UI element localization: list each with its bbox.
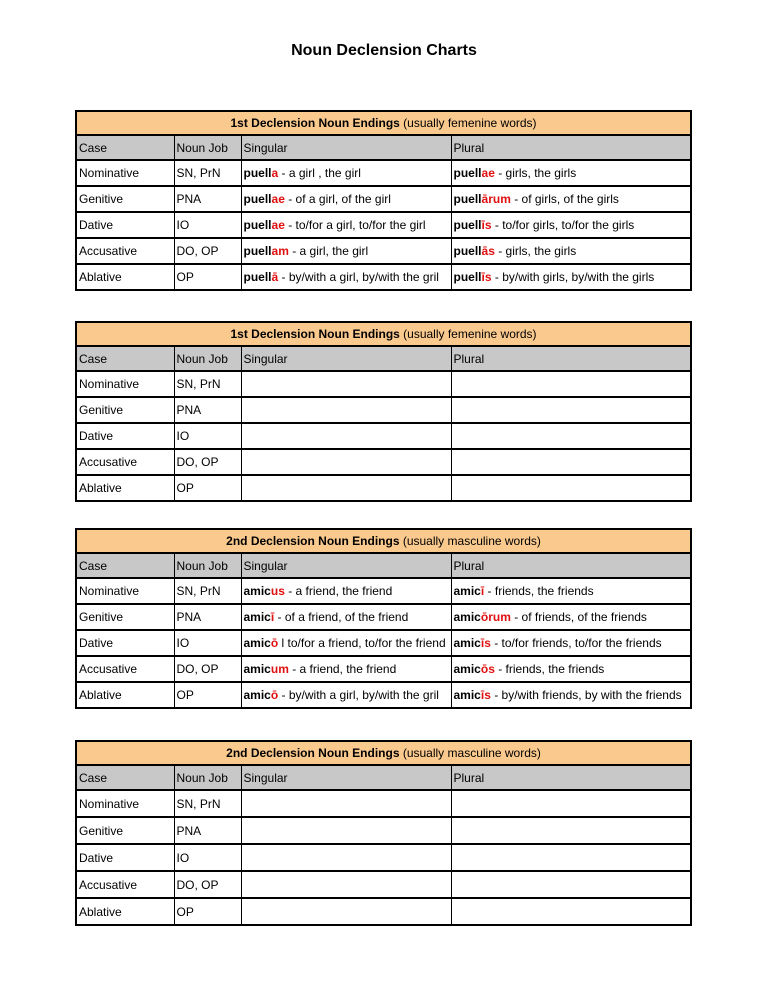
plural-cell: amicīs - to/for friends, to/for the friends — [451, 630, 691, 656]
plural-cell: puellae - girls, the girls — [451, 160, 691, 186]
case-cell: Nominative — [76, 790, 174, 817]
table-row — [76, 264, 691, 290]
case-cell: Dative — [76, 844, 174, 871]
table-title: 2nd Declension Noun Endings (usually masculine words) — [76, 741, 691, 765]
plural-cell: puellārum - of girls, of the girls — [451, 186, 691, 212]
job-cell: SN, PrN — [174, 790, 241, 817]
job-cell: DO, OP — [174, 449, 241, 475]
header-job: Noun Job — [174, 346, 241, 371]
table-row — [76, 371, 691, 397]
header-case: Case — [76, 553, 174, 578]
declension-table-1 — [75, 110, 692, 291]
header-plural: Plural — [451, 553, 691, 578]
singular-cell: amicum - a friend, the friend — [241, 656, 451, 682]
table-title: 1st Declension Noun Endings (usually femenine words) — [76, 111, 691, 135]
job-cell: SN, PrN — [174, 371, 241, 397]
table-title-row — [76, 322, 691, 346]
case-cell: Genitive — [76, 604, 174, 630]
singular-blank-cell[interactable] — [241, 371, 451, 397]
singular-blank-cell[interactable] — [241, 898, 451, 925]
singular-blank-cell[interactable] — [241, 817, 451, 844]
case-cell: Ablative — [76, 475, 174, 501]
table-row — [76, 604, 691, 630]
singular-blank-cell[interactable] — [241, 397, 451, 423]
plural-cell: amicōs - friends, the friends — [451, 656, 691, 682]
singular-blank-cell[interactable] — [241, 844, 451, 871]
singular-cell: puellam - a girl, the girl — [241, 238, 451, 264]
singular-blank-cell[interactable] — [241, 475, 451, 501]
table-header-row — [76, 553, 691, 578]
plural-blank-cell[interactable] — [451, 790, 691, 817]
case-cell: Dative — [76, 212, 174, 238]
job-cell: PNA — [174, 186, 241, 212]
singular-cell: amicō - by/with a girl, by/with the gril — [241, 682, 451, 708]
singular-cell: amicī - of a friend, of the friend — [241, 604, 451, 630]
header-singular: Singular — [241, 553, 451, 578]
job-cell: DO, OP — [174, 871, 241, 898]
case-cell: Ablative — [76, 898, 174, 925]
singular-cell: puellā - by/with a girl, by/with the gril — [241, 264, 451, 290]
job-cell: PNA — [174, 817, 241, 844]
table-title-row — [76, 741, 691, 765]
page-title: Noun Declension Charts — [291, 42, 477, 59]
table-row — [76, 630, 691, 656]
case-cell: Ablative — [76, 682, 174, 708]
singular-blank-cell[interactable] — [241, 871, 451, 898]
header-job: Noun Job — [174, 553, 241, 578]
header-job: Noun Job — [174, 135, 241, 160]
job-cell: SN, PrN — [174, 160, 241, 186]
job-cell: PNA — [174, 397, 241, 423]
header-case: Case — [76, 346, 174, 371]
job-cell: OP — [174, 898, 241, 925]
plural-cell: amicīs - by/with friends, by with the friends — [451, 682, 691, 708]
plural-blank-cell[interactable] — [451, 397, 691, 423]
singular-cell: puellae - of a girl, of the girl — [241, 186, 451, 212]
table-row — [76, 656, 691, 682]
case-cell: Genitive — [76, 397, 174, 423]
table-row — [76, 898, 691, 925]
table-title: 1st Declension Noun Endings (usually femenine words) — [76, 322, 691, 346]
job-cell: DO, OP — [174, 238, 241, 264]
header-singular: Singular — [241, 765, 451, 790]
plural-blank-cell[interactable] — [451, 871, 691, 898]
case-cell: Accusative — [76, 871, 174, 898]
table-header-row — [76, 135, 691, 160]
table-row — [76, 682, 691, 708]
plural-cell: puellīs - to/for girls, to/for the girls — [451, 212, 691, 238]
job-cell: OP — [174, 475, 241, 501]
case-cell: Ablative — [76, 264, 174, 290]
plural-cell: puellīs - by/with girls, by/with the girls — [451, 264, 691, 290]
plural-cell: puellās - girls, the girls — [451, 238, 691, 264]
plural-blank-cell[interactable] — [451, 898, 691, 925]
header-job: Noun Job — [174, 765, 241, 790]
job-cell: IO — [174, 844, 241, 871]
singular-cell: puellae - to/for a girl, to/for the girl — [241, 212, 451, 238]
singular-cell: amicō l to/for a friend, to/for the friend — [241, 630, 451, 656]
table-header-row — [76, 346, 691, 371]
header-plural: Plural — [451, 765, 691, 790]
job-cell: OP — [174, 682, 241, 708]
header-case: Case — [76, 765, 174, 790]
job-cell: OP — [174, 264, 241, 290]
case-cell: Genitive — [76, 817, 174, 844]
plural-blank-cell[interactable] — [451, 449, 691, 475]
table-row — [76, 871, 691, 898]
table-title-row — [76, 111, 691, 135]
table-row — [76, 186, 691, 212]
plural-cell: amicōrum - of friends, of the friends — [451, 604, 691, 630]
case-cell: Dative — [76, 423, 174, 449]
job-cell: SN, PrN — [174, 578, 241, 604]
table-title: 2nd Declension Noun Endings (usually masculine words) — [76, 529, 691, 553]
header-singular: Singular — [241, 346, 451, 371]
plural-blank-cell[interactable] — [451, 817, 691, 844]
singular-blank-cell[interactable] — [241, 423, 451, 449]
header-singular: Singular — [241, 135, 451, 160]
job-cell: DO, OP — [174, 656, 241, 682]
plural-blank-cell[interactable] — [451, 844, 691, 871]
declension-table-4 — [75, 740, 692, 926]
table-row — [76, 423, 691, 449]
header-plural: Plural — [451, 346, 691, 371]
singular-blank-cell[interactable] — [241, 790, 451, 817]
table-row — [76, 844, 691, 871]
case-cell: Accusative — [76, 238, 174, 264]
table-row — [76, 160, 691, 186]
table-row — [76, 238, 691, 264]
table-row — [76, 449, 691, 475]
table-row — [76, 475, 691, 501]
plural-blank-cell[interactable] — [451, 423, 691, 449]
table-row — [76, 212, 691, 238]
declension-table-2 — [75, 321, 692, 502]
header-case: Case — [76, 135, 174, 160]
table-row — [76, 817, 691, 844]
singular-blank-cell[interactable] — [241, 449, 451, 475]
case-cell: Nominative — [76, 371, 174, 397]
table-title-row — [76, 529, 691, 553]
job-cell: IO — [174, 630, 241, 656]
table-row — [76, 578, 691, 604]
job-cell: IO — [174, 423, 241, 449]
job-cell: PNA — [174, 604, 241, 630]
singular-cell: amicus - a friend, the friend — [241, 578, 451, 604]
case-cell: Genitive — [76, 186, 174, 212]
plural-blank-cell[interactable] — [451, 475, 691, 501]
plural-cell: amicī - friends, the friends — [451, 578, 691, 604]
header-plural: Plural — [451, 135, 691, 160]
singular-cell: puella - a girl , the girl — [241, 160, 451, 186]
job-cell: IO — [174, 212, 241, 238]
case-cell: Nominative — [76, 578, 174, 604]
declension-table-3 — [75, 528, 692, 709]
case-cell: Nominative — [76, 160, 174, 186]
case-cell: Accusative — [76, 449, 174, 475]
table-row — [76, 790, 691, 817]
case-cell: Dative — [76, 630, 174, 656]
plural-blank-cell[interactable] — [451, 371, 691, 397]
table-header-row — [76, 765, 691, 790]
case-cell: Accusative — [76, 656, 174, 682]
table-row — [76, 397, 691, 423]
